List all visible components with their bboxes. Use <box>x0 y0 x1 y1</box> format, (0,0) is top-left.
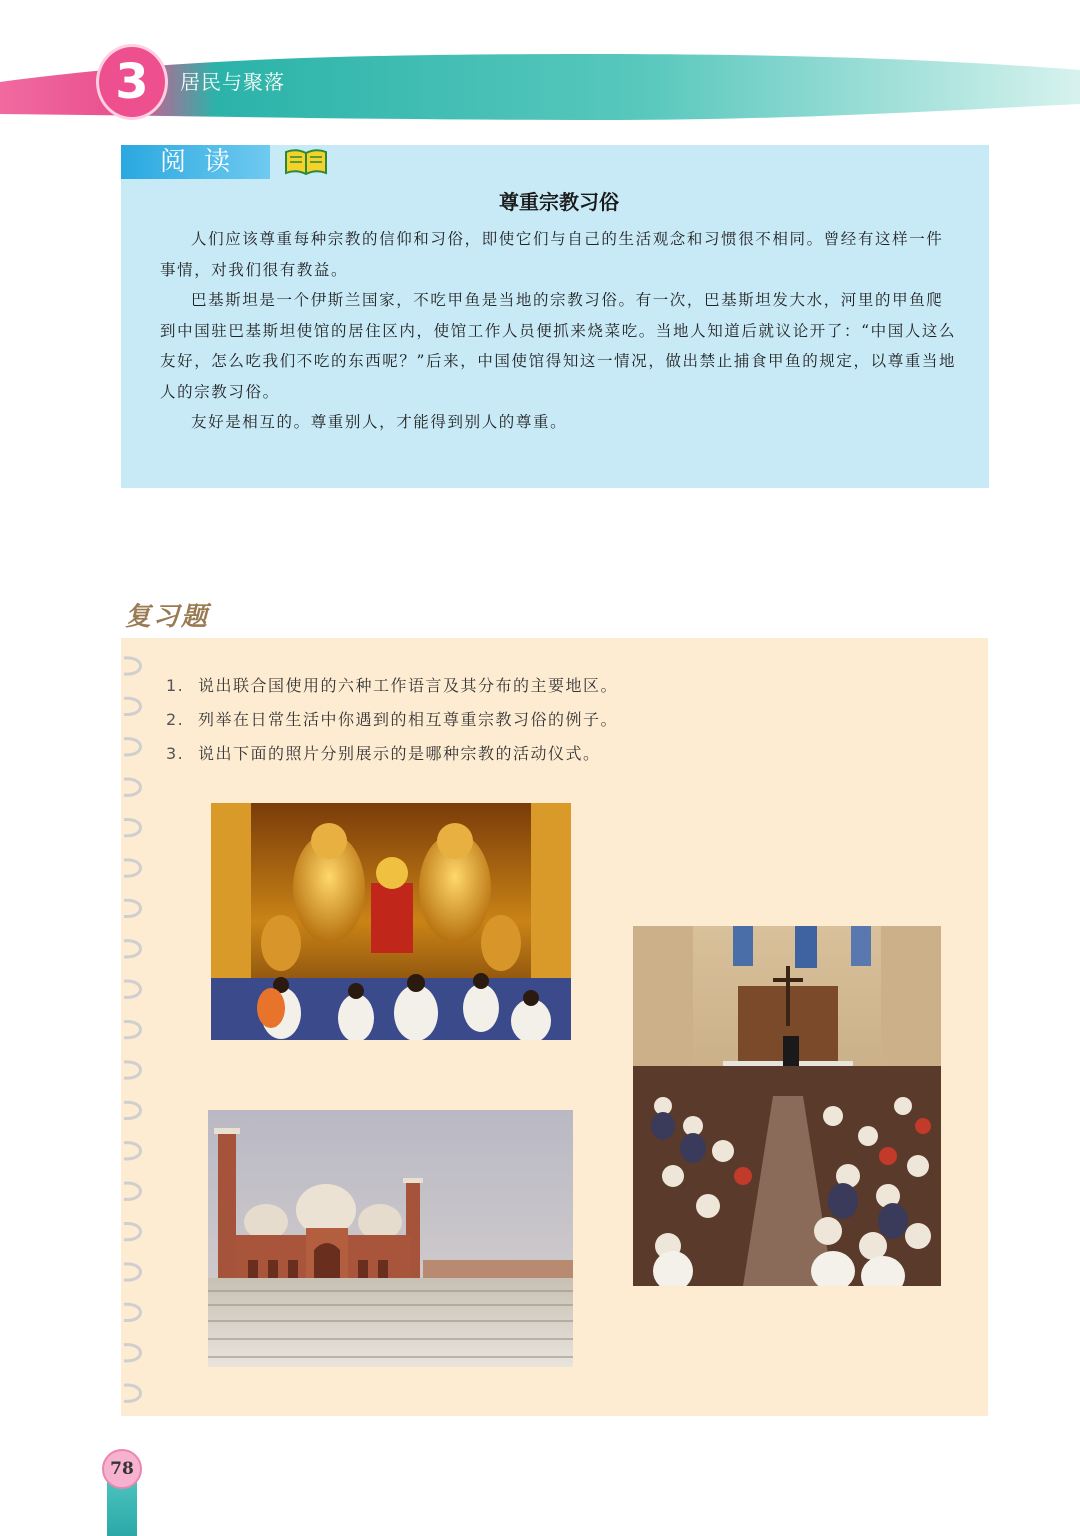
spiral-ring <box>124 1102 141 1118</box>
spiral-ring <box>124 1385 141 1401</box>
church-photo <box>633 926 941 1286</box>
reading-body <box>160 224 960 438</box>
reading-tab-label: 阅读 <box>160 147 249 177</box>
spiral-ring <box>124 1345 141 1361</box>
spiral-ring <box>124 900 141 916</box>
chapter-title: 居民与聚落 <box>180 70 285 94</box>
mosque-photo <box>208 1110 573 1367</box>
spiral-ring <box>124 941 141 957</box>
spiral-ring <box>124 698 141 714</box>
reading-paragraph: 巴基斯坦是一个伊斯兰国家，不吃甲鱼是当地的宗教习俗。有一次，巴基斯坦发大水，河里的甲鱼爬到中国驻巴基斯坦使馆的居住区内，使馆工作人员便抓来烧菜吃。当地人知道后就议论开了：“中国人这么友好，怎么吃我们不吃的东西呢？”后来，中国使馆得知这一情况，做出禁止捕食甲鱼的规定，以尊重当地人的宗教习俗。 <box>160 291 957 401</box>
spiral-ring <box>124 981 141 997</box>
question-text: 列举在日常生活中你遇到的相互尊重宗教习俗的例子。 <box>198 710 619 729</box>
question-text: 说出下面的照片分别展示的是哪种宗教的活动仪式。 <box>198 744 601 763</box>
spiral-ring <box>124 860 141 876</box>
spiral-ring <box>124 779 141 795</box>
spiral-ring <box>124 739 141 755</box>
question-text: 说出联合国使用的六种工作语言及其分布的主要地区。 <box>198 676 619 695</box>
spiral-binding <box>116 656 156 1416</box>
question-number: 3. <box>166 744 185 763</box>
spiral-ring <box>124 819 141 835</box>
buddhist-temple-photo <box>211 803 571 1040</box>
spiral-ring <box>124 1264 141 1280</box>
chapter-number-badge <box>96 44 168 120</box>
book-icon <box>284 148 328 176</box>
reading-paragraph: 友好是相互的。尊重别人，才能得到别人的尊重。 <box>191 413 568 431</box>
page-number-badge <box>102 1449 142 1489</box>
spiral-ring <box>124 1021 141 1037</box>
question-number: 1. <box>166 676 185 695</box>
reading-paragraph: 人们应该尊重每种宗教的信仰和习俗，即使它们与自己的生活观念和习惯很不相同。曾经有这样一件事情，对我们很有教益。 <box>160 230 944 279</box>
spiral-ring <box>124 658 141 674</box>
review-heading: 复习题 <box>125 602 210 632</box>
question-list <box>166 672 618 774</box>
reading-title: 尊重宗教习俗 <box>499 190 619 214</box>
spiral-ring <box>124 1223 141 1239</box>
question-item <box>166 672 618 706</box>
question-item <box>166 740 618 774</box>
spiral-ring <box>124 1143 141 1159</box>
question-number: 2. <box>166 710 185 729</box>
spiral-ring <box>124 1304 141 1320</box>
question-item <box>166 706 618 740</box>
chapter-number: 3 <box>115 54 149 110</box>
spiral-ring <box>124 1062 141 1078</box>
spiral-ring <box>124 1183 141 1199</box>
page-number: 78 <box>110 1459 134 1479</box>
